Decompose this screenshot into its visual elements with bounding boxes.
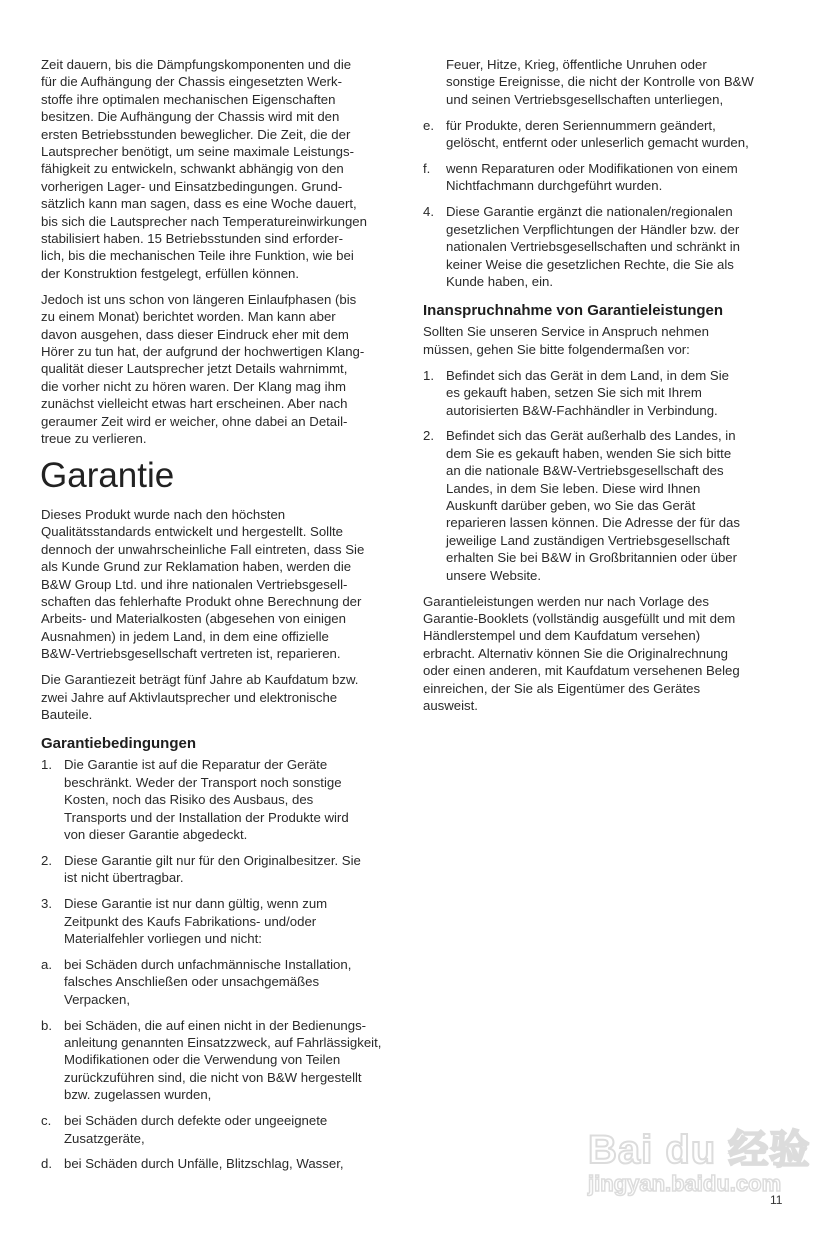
list-marker: a. (41, 956, 52, 972)
text-line: bis sich die Lautsprecher nach Temperatureinwirkungen (41, 213, 367, 229)
text-line: als Kunde Grund zur Reklamation haben, werden die (41, 559, 352, 575)
section-heading: Garantie (40, 455, 175, 495)
text-line: keiner Weise die gesetzlichen Rechte, die Sie als (446, 256, 734, 272)
text-line: Zeitpunkt des Kaufs Fabrikations- und/oder (64, 913, 317, 929)
list-item (423, 160, 783, 195)
list-item (41, 756, 401, 843)
list-marker: 4. (423, 204, 434, 220)
list-item (423, 203, 783, 290)
text-line: Nichtfachmann durchgeführt wurden. (446, 178, 663, 194)
list-item (423, 427, 783, 584)
text-line: Diese Garantie ergänzt die nationalen/regionalen (446, 204, 733, 220)
list-item-text (446, 203, 740, 290)
paragraph (41, 291, 401, 448)
text-line: Zusatzgeräte, (64, 1130, 145, 1146)
text-line: dennoch der unwahrscheinliche Fall eintreten, dass Sie (41, 541, 365, 557)
text-line: Ausnahmen) in jedem Land, in dem eine offizielle (41, 628, 329, 644)
list-item (41, 956, 401, 1008)
list-marker: 1. (41, 757, 52, 773)
text-line: anleitung genannten Einsatzzweck, auf Fahrlässigkeit, (64, 1035, 382, 1050)
text-line: Sollten Sie unseren Service in Anspruch nehmen (423, 324, 709, 340)
text-line: dem Sie es gekauft haben, wenden Sie sich bitte (446, 445, 732, 461)
text-line: Landes, in dem Sie leben. Diese wird Ihnen (446, 480, 701, 496)
list-item-text (64, 756, 349, 843)
text-line: Auskunft darüber geben, wo Sie das Gerät (446, 498, 696, 514)
text-line: oder einen anderen, mit Kaufdatum versehenen Beleg (423, 663, 740, 679)
paragraph (41, 56, 401, 282)
list-item (423, 117, 783, 152)
text-line: B&W-Vertriebsgesellschaft vertreten ist, reparieren. (41, 646, 341, 662)
text-line: besitzen. Die Aufhängung der Chassis wird mit den (41, 109, 340, 125)
text-line: gesetzlichen Verpflichtungen der Händler bzw. der (446, 221, 740, 237)
list-item (41, 1112, 401, 1147)
text-line: zu einem Monat) berichtet worden. Man kann aber (41, 309, 336, 325)
subsection-heading: Garantiebedingungen (41, 735, 197, 753)
text-line: B&W Group Ltd. und ihre nationalen Vertriebsgesell- (41, 576, 348, 592)
list-marker (423, 56, 446, 108)
paragraph (41, 506, 401, 663)
text-line: Befindet sich das Gerät außerhalb des Landes, in (446, 428, 736, 444)
text-line: Die Garantie ist auf die Reparatur der Geräte (64, 757, 328, 773)
text-line: Kunde haben, ein. (446, 273, 554, 289)
text-line: ausweist. (423, 698, 478, 713)
text-line: bei Schäden durch defekte oder ungeeignete (64, 1113, 328, 1129)
text-line: es gekauft haben, setzen Sie sich mit Ihrem (446, 385, 702, 401)
baidu-watermark (588, 1118, 810, 1197)
text-line: erbracht. Alternativ können Sie die Originalrechnung (423, 645, 728, 661)
paragraph (423, 323, 783, 358)
text-line: Jedoch ist uns schon von längeren Einlaufphasen (bis (41, 291, 357, 307)
list-marker: c. (41, 1113, 52, 1129)
text-line: an die nationale B&W-Vertriebsgesellschaft des (446, 463, 724, 479)
text-line: Diese Garantie ist nur dann gültig, wenn zum (64, 896, 328, 912)
text-line: geraumer Zeit wird er weicher, ohne dabei an Detail- (41, 413, 348, 429)
list-item-text (64, 1112, 327, 1147)
page-number: 11 (770, 1193, 783, 1207)
list-item (423, 56, 783, 108)
text-line: Lautsprecher benötigt, um seine maximale Leistungs- (41, 144, 355, 160)
text-line: bei Schäden, die auf einen nicht in der Bedienungs- (64, 1017, 367, 1033)
text-line: sonstige Ereignisse, die nicht der Kontrolle von B&W (446, 74, 754, 90)
text-line: autorisierten B&W-Fachhändler in Verbindung. (446, 402, 718, 418)
text-line: Garantieleistungen werden nur nach Vorlage des (423, 593, 709, 609)
text-line: einreichen, der Sie als Eigentümer des Gerätes (423, 680, 701, 696)
paragraph (423, 593, 783, 715)
list-item-text (446, 427, 740, 584)
text-line: Transports und der Installation der Produkte wird (64, 809, 349, 825)
list-item-text (64, 1155, 344, 1172)
text-line: nationalen Vertriebsgesellschaften und schränkt in (446, 239, 740, 255)
text-line: von dieser Garantie abgedeckt. (64, 826, 248, 842)
right-column (423, 56, 783, 723)
list-marker: 3. (41, 896, 52, 912)
list-item-text (446, 56, 754, 108)
text-line: falsches Anschließen oder unsachgemäßes (64, 974, 320, 990)
text-line: ersten Betriebsstunden beweglicher. Die Zeit, die der (41, 126, 351, 142)
text-line: Modifikationen oder die Verwendung von Teilen (64, 1052, 341, 1068)
text-line: die vorher nicht zu hören waren. Der Klang mag ihm (41, 378, 346, 394)
left-column (41, 56, 401, 1181)
text-line: für Produkte, deren Seriennummern geändert, (446, 117, 716, 133)
text-line: und seinen Vertriebsgesellschaften unterliegen, (446, 91, 724, 107)
text-line: Dieses Produkt wurde nach den höchsten (41, 506, 286, 522)
list-marker: f. (423, 161, 431, 177)
text-line: Die Garantiezeit beträgt fünf Jahre ab Kaufdatum bzw. (41, 672, 359, 688)
text-line: Verpacken, (64, 991, 130, 1007)
text-line: Bauteile. (41, 706, 93, 722)
text-line: Arbeits- und Materialkosten (abgesehen von einigen (41, 611, 346, 627)
text-line: bei Schäden durch Unfälle, Blitzschlag, Wasser, (64, 1156, 344, 1172)
text-line: gelöscht, entfernt oder unleserlich gemacht wurden, (446, 135, 749, 151)
text-line: wenn Reparaturen oder Modifikationen von einem (446, 161, 738, 177)
list-item-text (446, 117, 749, 152)
subsection-heading: Inanspruchnahme von Garantieleistungen (423, 302, 724, 320)
text-line: sätzlich kann man sagen, dass es eine Woche dauert, (41, 196, 357, 212)
list-item-text (64, 895, 327, 947)
text-line: Zeit dauern, bis die Dämpfungskomponenten und die (41, 57, 352, 72)
text-line: Qualitätsstandards entwickelt und hergestellt. Sollte (41, 524, 344, 540)
text-line: Hörer zu tun hat, der aufgrund der hochwertigen Klang- (41, 344, 365, 359)
text-line: stoffe ihre optimalen mechanischen Eigenschaften (41, 91, 336, 107)
list-marker: b. (41, 1017, 52, 1033)
list-marker: 2. (41, 852, 52, 868)
text-line: Befindet sich das Gerät in dem Land, in dem Sie (446, 367, 729, 383)
text-line: bei Schäden durch unfachmännische Installation, (64, 956, 352, 972)
list-item-text (446, 160, 738, 195)
list-item-text (446, 367, 729, 419)
text-line: davon ausgehen, dass dieser Eindruck eher mit dem (41, 326, 349, 342)
text-line: jeweilige Land zuständigen Vertriebsgesellschaft (446, 532, 730, 548)
list-item-text (64, 1017, 381, 1104)
list-marker: d. (41, 1156, 52, 1172)
text-line: zunächst vielleicht etwas hart erscheinen. Aber nach (41, 396, 348, 412)
text-line: unsere Website. (446, 567, 542, 583)
text-line: treue zu verlieren. (41, 431, 147, 447)
list-marker: 1. (423, 367, 434, 383)
text-line: vorherigen Lager- und Einsatzbedingungen. Grund- (41, 178, 343, 194)
text-line: reparieren lassen können. Die Adresse der für das (446, 515, 740, 531)
watermark-url: jingyan.baidu.com (588, 1171, 782, 1196)
text-line: erhalten Sie bei B&W in Großbritannien oder über (446, 550, 738, 566)
text-line: ist nicht übertragbar. (64, 870, 184, 886)
text-line: schaften das fehlerhafte Produkt ohne Berechnung der (41, 593, 362, 609)
text-line: zwei Jahre auf Aktivlautsprecher und elektronische (41, 689, 338, 705)
text-line: Feuer, Hitze, Krieg, öffentliche Unruhen oder (446, 57, 707, 72)
text-line: bzw. zugelassen wurden, (64, 1087, 212, 1103)
text-line: zurückzuführen sind, die nicht von B&W hergestellt (64, 1069, 362, 1085)
list-marker: e. (423, 117, 434, 133)
watermark-logo: Bai du 经验 (588, 1128, 811, 1172)
text-line: Händlerstempel und dem Kaufdatum versehen) (423, 628, 701, 644)
text-line: Kosten, noch das Risiko des Ausbaus, des (64, 792, 314, 808)
text-line: Diese Garantie gilt nur für den Originalbesitzer. Sie (64, 852, 361, 868)
list-item (423, 367, 783, 419)
text-line: qualität dieser Lautsprecher jetzt Details wahrnimmt, (41, 361, 348, 377)
text-line: für die Aufhängung der Chassis eingesetzten Werk- (41, 74, 343, 90)
paragraph (41, 671, 401, 723)
list-item-text (64, 852, 361, 887)
list-item (41, 895, 401, 947)
text-line: Materialfehler vorliegen und nicht: (64, 930, 262, 946)
text-line: der Konstruktion festgelegt, erfüllen können. (41, 265, 300, 281)
list-item (41, 1017, 401, 1104)
text-line: beschränkt. Weder der Transport noch sonstige (64, 774, 342, 790)
list-marker: 2. (423, 428, 434, 444)
text-line: lich, bis die mechanischen Teile ihre Funktion, wie bei (41, 248, 354, 264)
text-line: fähigkeit zu entwickeln, schwankt abhängig von den (41, 161, 344, 177)
list-item-text (64, 956, 351, 1008)
text-line: müssen, gehen Sie bitte folgendermaßen vor: (423, 341, 690, 357)
list-item (41, 1155, 401, 1172)
text-line: Garantie-Booklets (vollständig ausgefüllt und mit dem (423, 610, 736, 626)
text-line: stabilisiert haben. 15 Betriebsstunden sind erforder- (41, 231, 344, 247)
list-item (41, 852, 401, 887)
